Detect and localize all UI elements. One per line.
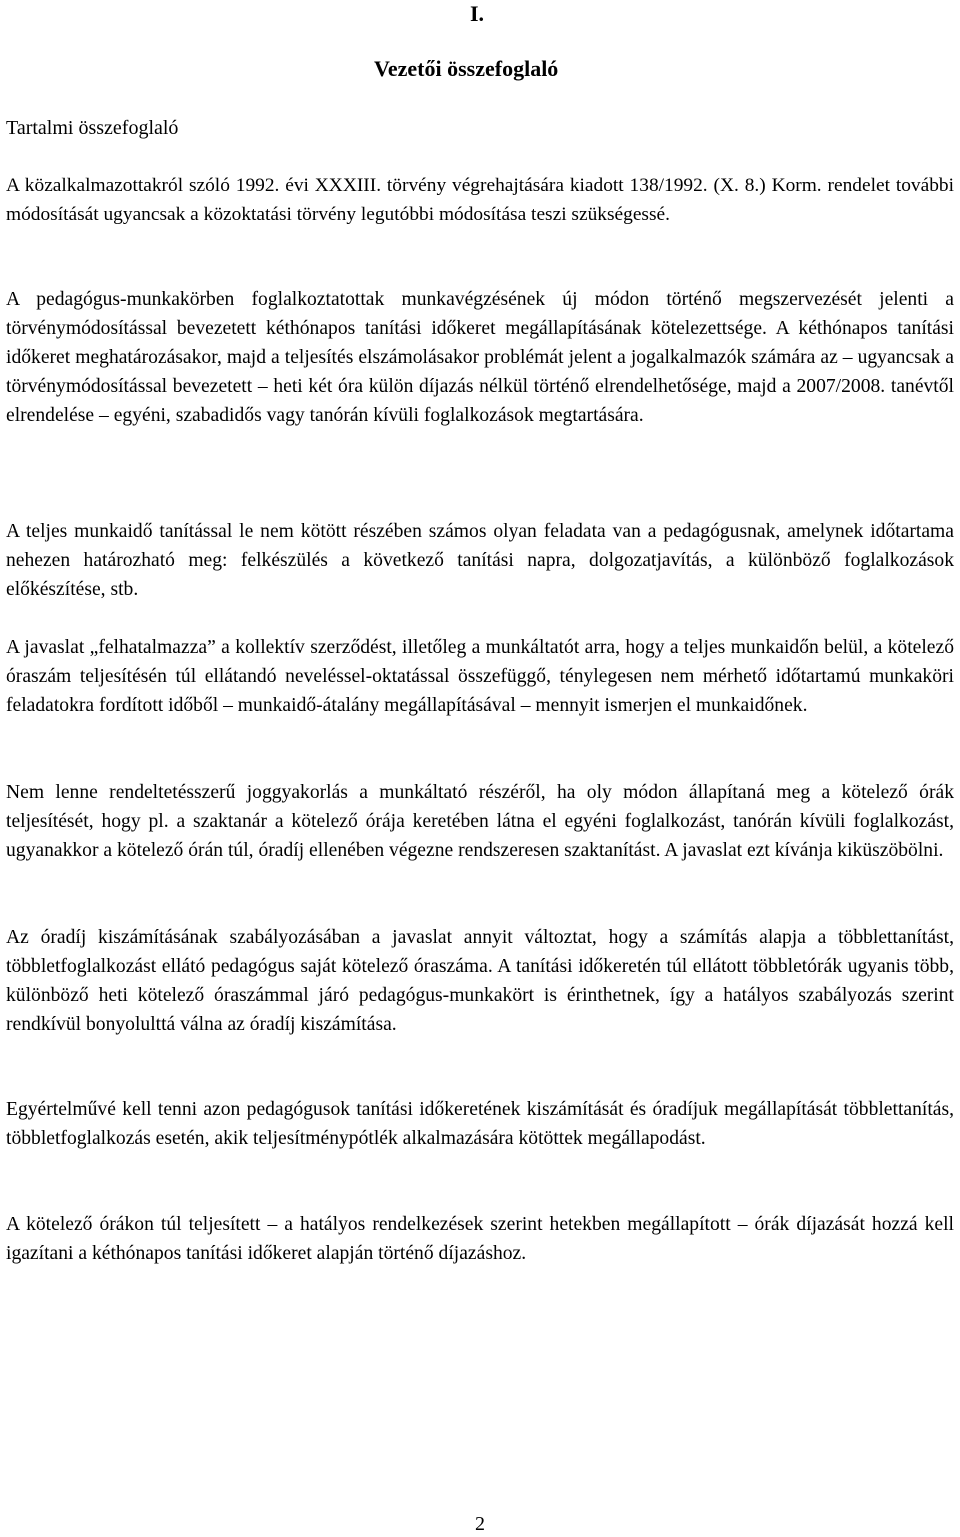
page-number: 2: [475, 1513, 485, 1535]
paragraph-4: A javaslat „felhatalmazza” a kollektív szerződést, illetőleg a munkáltatót arra, hogy a teljes munkaidőn belül, a kötelező óraszám teljesítésén túl ellátandó neveléssel-oktatással összefüggő, ténylegesen nem mérhető időtartamú munkaköri feladatokra fordított időből – munkaidő-átalány megállapításával – mennyit ismerjen el munkaidőnek.: [6, 637, 954, 716]
paragraph-6: Az óradíj kiszámításának szabályozásában a javaslat annyit változtat, hogy a számítás alapja a többlettanítást, többletfoglalkozást ellátó pedagógus saját kötelező óraszáma. A tanítási időkeretén túl ellátott többletórák ugyanis több, különböző heti kötelező óraszámmal járó pedagógus-munkakört is érinthetnek, így a hatályos szabályozás szerint rendkívül bonyolulttá válna az óradíj kiszámítása.: [6, 927, 954, 1035]
paragraph-1: A közalkalmazottakról szóló 1992. évi XXXIII. törvény végrehajtására kiadott 138/1992. (X. 8.) Korm. rendelet további módosítását ugyancsak a közoktatási törvény legutóbbi módosítása teszi szükségessé.: [6, 175, 954, 225]
paragraph-3: A teljes munkaidő tanítással le nem kötött részében számos olyan feladata van a pedagógusnak, amelynek időtartama nehezen határozható meg: felkészülés a következő tanítási napra, dolgozatjavítás, a különböző foglalkozások előkészítése, stb.: [6, 521, 954, 600]
section-subheading: Tartalmi összefoglaló: [6, 117, 179, 139]
page-title: Vezetői összefoglaló: [374, 56, 559, 81]
paragraph-5: Nem lenne rendeltetésszerű joggyakorlás a munkáltató részéről, ha oly módon állapítaná meg a kötelező órák teljesítését, hogy pl. a szaktanár a kötelező órája keretében látna el egyéni foglalkozást, tanórán kívüli foglalkozást, ugyanakkor a kötelező órán túl, óradíj ellenében végezne rendszeresen szaktanítást. A javaslat ezt kívánja kiküszöbölni.: [6, 782, 954, 861]
paragraph-8: A kötelező órákon túl teljesített – a hatályos rendelkezések szerint hetekben megállapított – órák díjazását hozzá kell igazítani a kéthónapos tanítási időkeret alapján történő díjazáshoz.: [6, 1214, 954, 1264]
paragraph-2: A pedagógus-munkakörben foglalkoztatottak munkavégzésének új módon történő megszervezését jelenti a törvénymódosítással bevezetett kéthónapos tanítási időkeret megállapításának kötelezettsége. A kéthónapos tanítási időkeret meghatározásakor, majd a teljesítés elszámolásakor problémát jelent a jogalkalmazók számára az – ugyancsak a törvénymódosítással bevezetett – heti két óra külön díjazás nélkül történő elrendelhetősége, majd a 2007/2008. tanévtől elrendelése – egyéni, szabadidős vagy tanórán kívüli foglalkozások megtartására.: [6, 289, 954, 426]
chapter-number: I.: [470, 1, 485, 26]
paragraph-7: Egyértelművé kell tenni azon pedagógusok tanítási időkeretének kiszámítását és óradíjuk megállapítását többlettanítás, többletfoglalkozás esetén, akik teljesítménypótlék alkalmazására kötöttek megállapodást.: [6, 1099, 954, 1149]
